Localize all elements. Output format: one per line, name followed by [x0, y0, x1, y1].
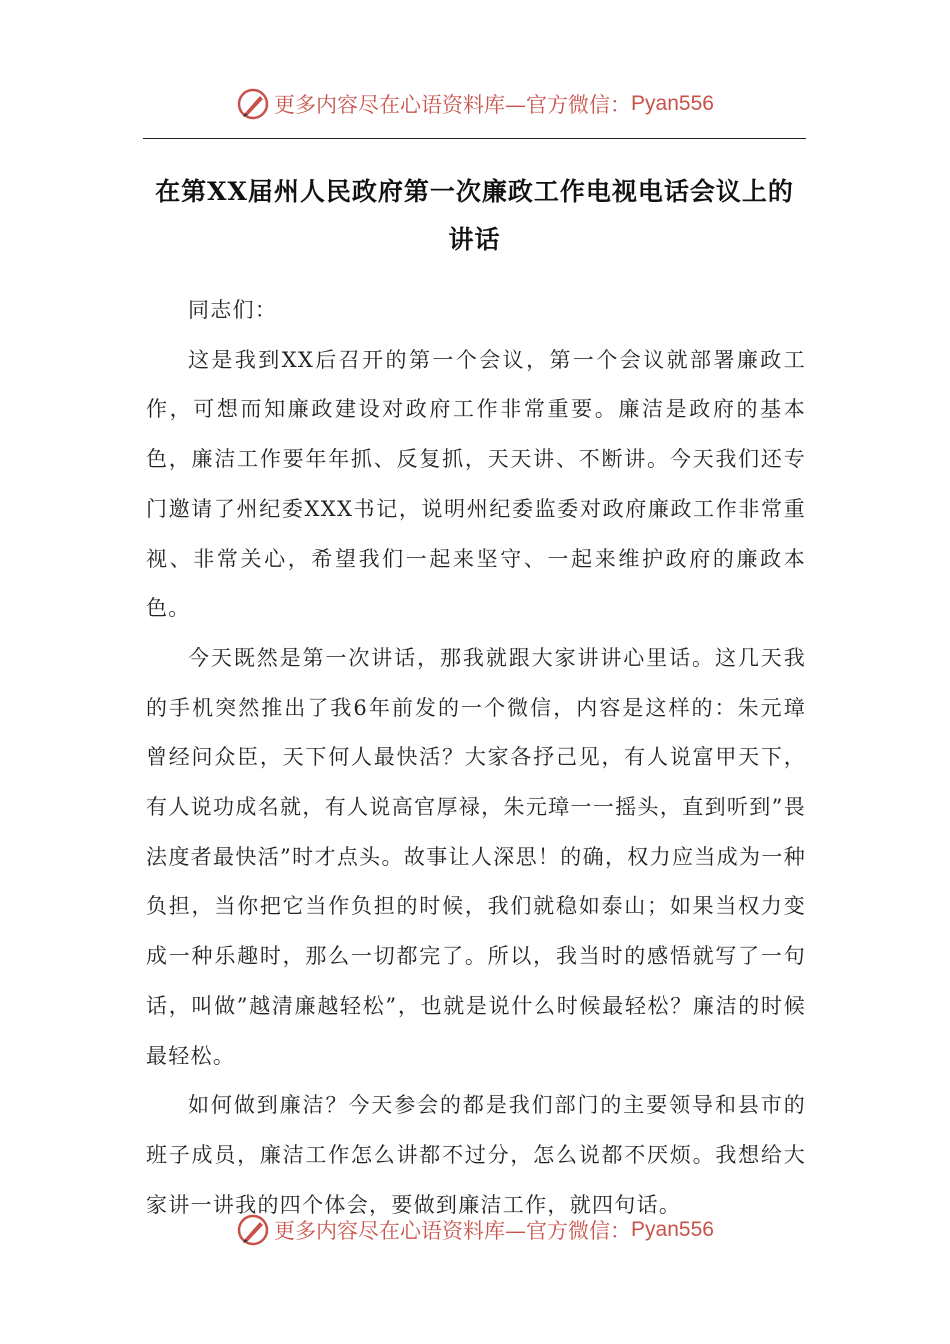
banner-text: 更多内容尽在心语资料库—官方微信：	[274, 93, 632, 117]
paragraph: 今天既然是第一次讲话，那我就跟大家讲讲心里话。这几天我的手机突然推出了我6年前发的一个微信，内容是这样的：朱元璋曾经问众臣，天下何人最快活？大家各抒己见，有人说富甲天下，有人说功成名就，有人说高官厚禄，朱元璋一一摇头，直到听到”畏法度者最快活”时才点头。故事让人深思！的确，权力应当成为一种负担，当你把它当作负担的时候，我们就稳如泰山；如果当权力变成一种乐趣时，那么一切都完了。所以，我当时的感悟就写了一句话，叫做”越清廉越轻松”，也就是说什么时候最轻松？廉洁的时候最轻松。	[146, 645, 806, 1068]
document-body	[146, 286, 806, 1230]
pen-logo-icon	[236, 1213, 270, 1247]
paragraph: 这是我到XX后召开的第一个会议，第一个会议就部署廉政工作，可想而知廉政建设对政府工作非常重要。廉洁是政府的基本色，廉洁工作要年年抓、反复抓，天天讲、不断讲。今天我们还专门邀请了州纪委XXX书记，说明州纪委监委对政府廉政工作非常重视、非常关心，希望我们一起来坚守、一起来维护政府的廉政本色。	[146, 347, 806, 621]
document-title: 在第XX届州人民政府第一次廉政工作电视电话会议上的讲话	[155, 177, 794, 254]
pen-logo-icon	[236, 87, 270, 121]
header-divider	[143, 138, 806, 139]
paragraph: 如何做到廉洁？今天参会的都是我们部门的主要领导和县市的班子成员，廉洁工作怎么讲都不过分，怎么说都不厌烦。我想给大家讲一讲我的四个体会，要做到廉洁工作，就四句话。	[146, 1093, 806, 1217]
header-banner	[0, 82, 950, 126]
banner-text: 更多内容尽在心语资料库—官方微信：	[274, 1219, 632, 1243]
footer-banner	[0, 1208, 950, 1252]
salutation: 同志们：	[188, 298, 278, 322]
banner-handle: Pyan556	[631, 92, 714, 115]
banner-handle: Pyan556	[631, 1218, 714, 1241]
